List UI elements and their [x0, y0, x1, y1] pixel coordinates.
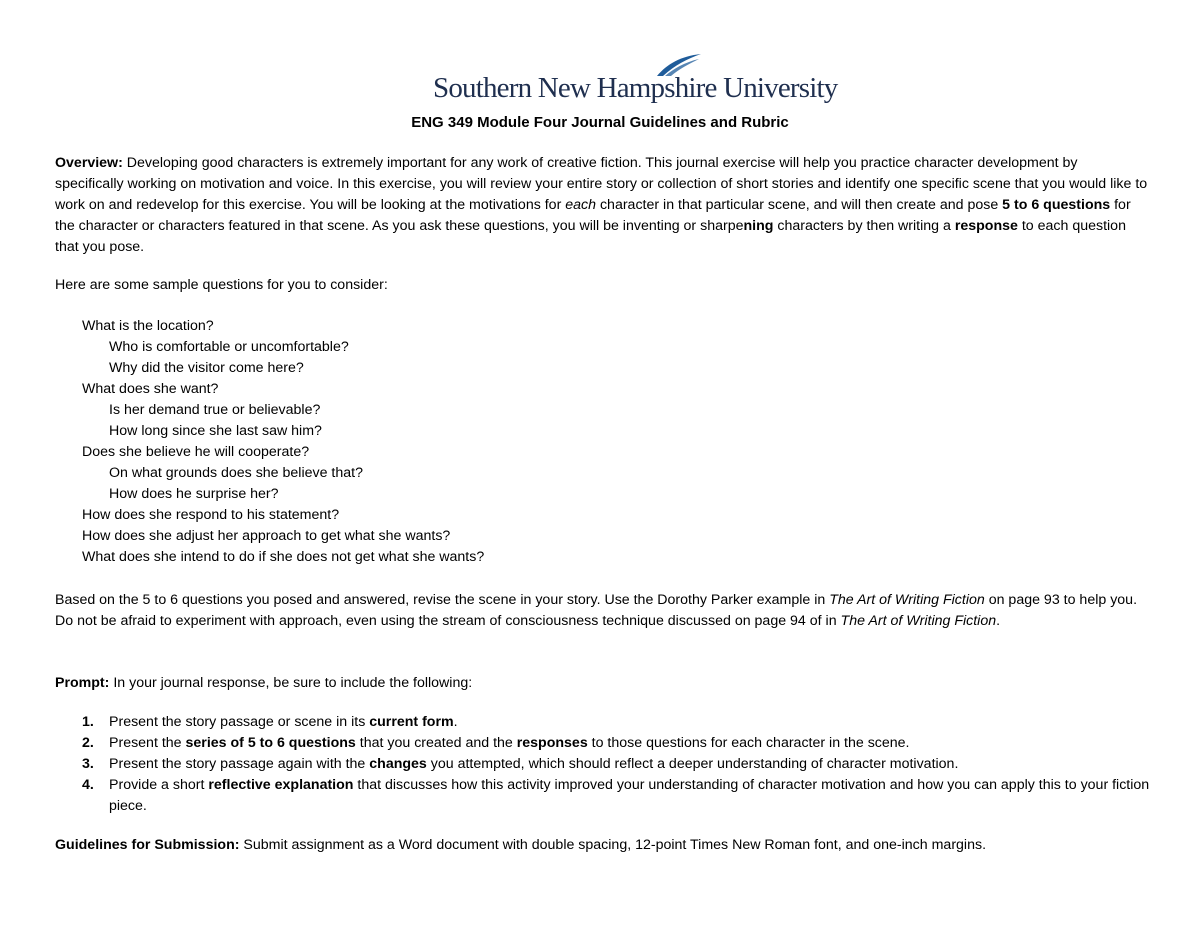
overview-paragraph: Overview: Developing good characters is extremely important for any work of creative fiction. This journal exercise will help you practice character development by specifically working on motivation and voice. In this exercise, you will review your entire story or collection of short stories and identify one specific scene that you would like to work on and redevelop for this exercise. You will be looking at the motivations for each character in that particular scene, and will then create and pose 5 to 6 questions for the character or characters featured in that scene. As you ask these questions, you will be inventing or sharpening characters by then writing a response to each question that you pose.	[55, 155, 1148, 255]
question-item: Does she believe he will cooperate?	[82, 444, 310, 460]
page-title: ENG 349 Module Four Journal Guidelines and Rubric	[411, 114, 789, 131]
book-title: The Art of Writing Fiction	[829, 592, 985, 608]
revision-paragraph: Based on the 5 to 6 questions you posed and answered, revise the scene in your story. Use the Dorothy Parker example in The Art of Writing Fiction on page 93 to help you. Do not be afraid to experiment with approach, even using the stream of consciousness technique discussed on page 94 of in The Art of Writing Fiction.	[55, 592, 1138, 629]
list-item: 2. Present the series of 5 to 6 questions that you created and the responses to those questions for each character in the scene.	[82, 735, 910, 751]
question-item: What does she want?	[82, 381, 219, 397]
university-logo	[433, 52, 838, 104]
overview-label: Overview:	[55, 155, 123, 171]
question-item: Is her demand true or believable?	[109, 402, 321, 418]
logo-text: Southern New Hampshire University	[433, 72, 838, 104]
sample-questions-list	[55, 316, 1150, 568]
question-item: On what grounds does she believe that?	[109, 465, 363, 481]
prompt-label: Prompt:	[55, 675, 110, 691]
list-item: 4. Provide a short reflective explanation that discusses how this activity improved your understanding of character motivation and how you can apply this to your fiction piece.	[82, 777, 1150, 814]
requirements-list	[55, 712, 1150, 817]
list-item: 1. Present the story passage or scene in its current form.	[82, 714, 458, 730]
question-item: How does he surprise her?	[109, 486, 279, 502]
prompt-paragraph: Prompt: In your journal response, be sure to include the following:	[55, 675, 473, 691]
guidelines-label: Guidelines for Submission:	[55, 837, 240, 853]
submission-guidelines: Guidelines for Submission: Submit assignment as a Word document with double spacing, 12-point Times New Roman font, and one-inch margins.	[55, 837, 987, 853]
question-item: How long since she last saw him?	[109, 423, 322, 439]
list-item: 3. Present the story passage again with the changes you attempted, which should reflect a deeper understanding of character motivation.	[82, 756, 959, 772]
book-title: The Art of Writing Fiction	[840, 613, 997, 629]
question-item: Who is comfortable or uncomfortable?	[109, 339, 349, 355]
question-item: How does she adjust her approach to get what she wants?	[82, 528, 451, 544]
question-item: What is the location?	[82, 318, 214, 334]
sample-intro: Here are some sample questions for you to consider:	[55, 277, 388, 293]
question-item: Why did the visitor come here?	[109, 360, 304, 376]
question-item: How does she respond to his statement?	[82, 507, 340, 523]
question-item: What does she intend to do if she does not get what she wants?	[82, 549, 485, 565]
